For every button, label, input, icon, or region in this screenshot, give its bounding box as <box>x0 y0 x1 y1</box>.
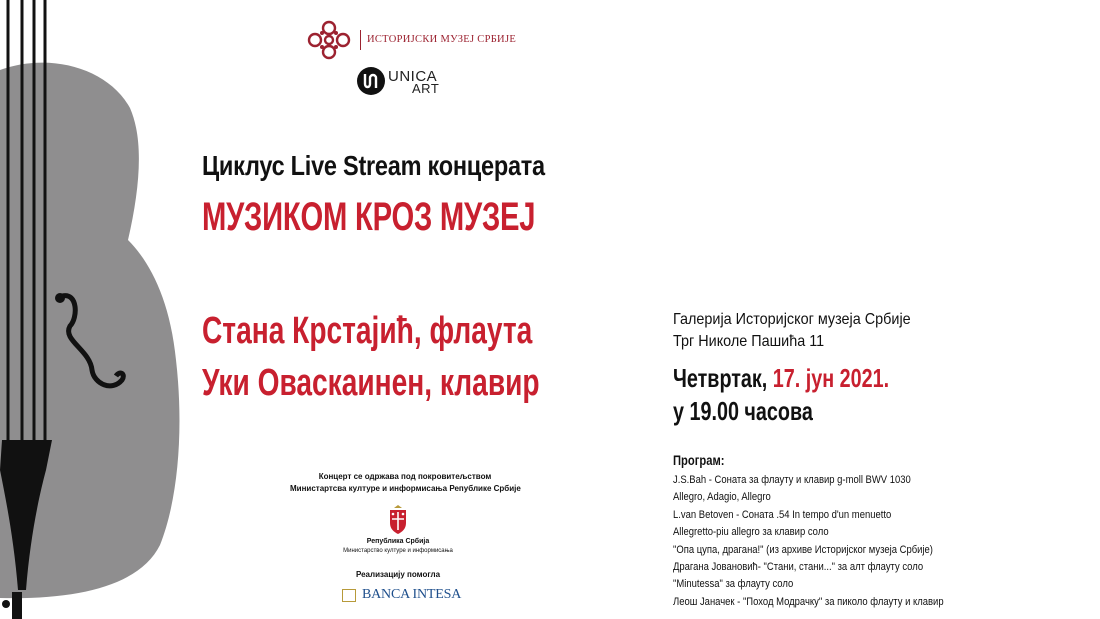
event-time: у 19.00 часова <box>673 396 813 426</box>
ministry-republic: Република Србија <box>366 538 430 545</box>
art-word: ART <box>412 81 440 96</box>
program-heading: Програм: <box>673 452 725 468</box>
program-item: Allegretto-piu allegro за клавир соло <box>673 526 829 539</box>
endpin <box>12 592 22 619</box>
museum-logo <box>305 18 517 62</box>
program-item: "Minutessa" за флауту соло <box>673 578 794 591</box>
venue-address: Трг Николе Пашића 11 <box>673 333 825 350</box>
cello-illustration <box>0 0 200 619</box>
unica-art-logo <box>356 66 466 98</box>
program-item: Драгана Јовановић- "Стани, стани..." за алт флауту соло <box>673 561 924 574</box>
patronage-line-1: Концерт се одржава под покровитељством <box>318 472 492 481</box>
program-item: "Опа цупа, драгана!" (из архиве Историјског музеја Србије) <box>673 543 933 556</box>
main-title: МУЗИКОМ КРОЗ МУЗЕЈ <box>202 195 536 239</box>
event-date: 17. јун 2021. <box>772 363 890 393</box>
program-item: L.van Betoven - Соната .54 In tempo d'un menuetto <box>673 508 892 521</box>
program-item: Allegro, Adagio, Allegro <box>673 491 771 504</box>
event-date-line <box>673 363 889 394</box>
program-item: Леош Јаначек - "Поход Модрачку" за пиколо флауту и клавир <box>673 595 944 608</box>
coat-of-arms-icon <box>388 505 408 535</box>
performer-piano: Уки Оваскаинен, клавир <box>202 362 540 404</box>
unica-mark-icon <box>356 66 386 96</box>
bank-mark-icon <box>342 589 356 602</box>
program-item: J.S.Bah - Соната за флауту и клавир g-moll BWV 1030 <box>673 474 911 486</box>
support-label: Реализацију помогла <box>355 570 441 579</box>
bank-logo <box>342 586 462 606</box>
event-day: Четвртак, <box>673 363 768 393</box>
unica-word: UNICA <box>388 68 438 85</box>
bank-name: BANCA INTESA <box>362 587 462 602</box>
museum-emblem-icon <box>305 18 353 62</box>
venue-name: Галерија Историјског музеја Србије <box>673 311 911 328</box>
program-list <box>673 472 988 611</box>
logo-divider <box>360 30 361 50</box>
patronage-line-2: Министартсва културе и информисања Републике Србије <box>290 484 521 493</box>
f-hole-top <box>55 293 65 303</box>
cycle-title: Циклус Live Stream концерата <box>202 150 545 181</box>
performer-flute: Стана Крстајић, флаута <box>202 310 533 352</box>
museum-name: ИСТОРИЈСКИ МУЗЕЈ СРБИЈЕ <box>367 34 517 45</box>
ministry-name: Министарство културе и информисања <box>343 548 453 554</box>
endpin-base <box>2 600 10 608</box>
